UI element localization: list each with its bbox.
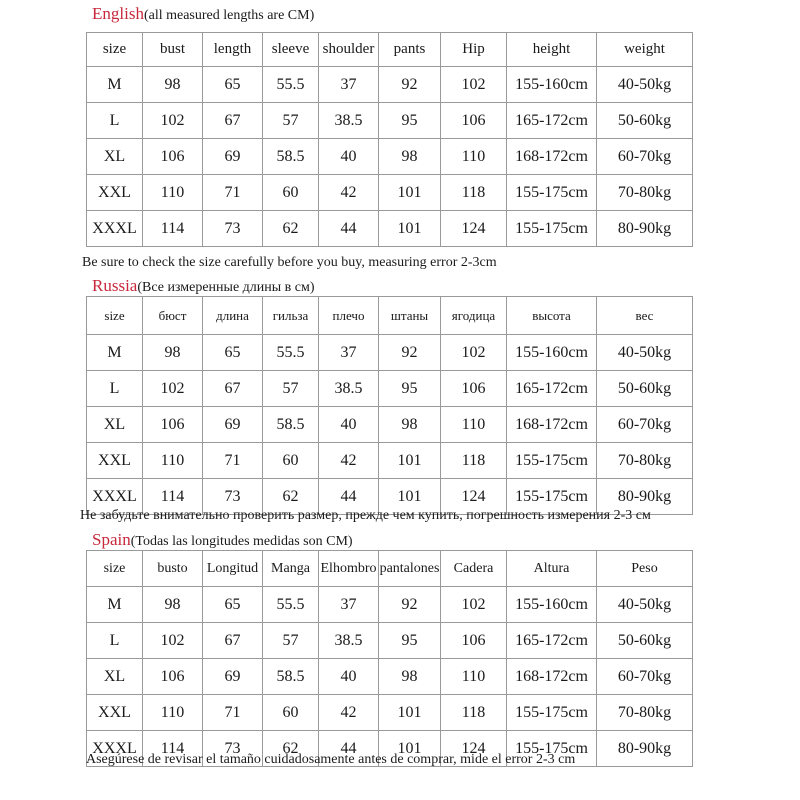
table-cell: 44	[319, 479, 379, 515]
table-cell: 95	[379, 623, 441, 659]
table-cell: 70-80kg	[597, 695, 693, 731]
column-header: weight	[597, 33, 693, 67]
table-cell: 168-172cm	[507, 139, 597, 175]
column-header: pantalones	[379, 551, 441, 587]
column-header: Peso	[597, 551, 693, 587]
table-cell: 101	[379, 443, 441, 479]
table-cell: 114	[143, 731, 203, 767]
english-title-note: (all measured lengths are CM)	[143, 8, 315, 23]
table-cell: 155-175cm	[507, 695, 597, 731]
table-cell: 124	[441, 211, 507, 247]
table-cell: 106	[143, 139, 203, 175]
column-header: size	[87, 33, 143, 67]
table-cell: 69	[203, 407, 263, 443]
table-cell: 102	[143, 623, 203, 659]
size-label-cell: M	[87, 67, 143, 103]
table-cell: 102	[143, 371, 203, 407]
table-cell: 55.5	[263, 335, 319, 371]
table-header-row	[87, 297, 693, 335]
english-size-table	[86, 32, 693, 247]
table-cell: 101	[379, 479, 441, 515]
table-cell: 110	[143, 175, 203, 211]
table-cell: 155-175cm	[507, 731, 597, 767]
table-cell: 37	[319, 67, 379, 103]
size-label-cell: L	[87, 103, 143, 139]
table-cell: 165-172cm	[507, 103, 597, 139]
column-header: Longitud	[203, 551, 263, 587]
table-cell: 60	[263, 443, 319, 479]
size-label-cell: XXL	[87, 443, 143, 479]
english-section-title	[92, 4, 314, 24]
table-row	[87, 103, 693, 139]
table-cell: 40	[319, 407, 379, 443]
table-row	[87, 175, 693, 211]
table-cell: 60-70kg	[597, 407, 693, 443]
table-cell: 106	[143, 659, 203, 695]
size-label-cell: XL	[87, 139, 143, 175]
table-cell: 95	[379, 371, 441, 407]
table-cell: 101	[379, 175, 441, 211]
table-cell: 73	[203, 211, 263, 247]
table-cell: 155-175cm	[507, 175, 597, 211]
table-cell: 110	[441, 139, 507, 175]
table-row	[87, 695, 693, 731]
table-row	[87, 623, 693, 659]
table-cell: 155-175cm	[507, 443, 597, 479]
table-cell: 58.5	[263, 139, 319, 175]
column-header: Altura	[507, 551, 597, 587]
table-cell: 80-90kg	[597, 479, 693, 515]
table-cell: 55.5	[263, 67, 319, 103]
table-cell: 124	[441, 731, 507, 767]
table-row	[87, 335, 693, 371]
table-cell: 73	[203, 731, 263, 767]
size-label-cell: M	[87, 587, 143, 623]
spain-size-table	[86, 550, 693, 767]
table-cell: 98	[143, 587, 203, 623]
russia-title-lang: Russia	[92, 276, 138, 295]
table-cell: 98	[143, 67, 203, 103]
table-row	[87, 407, 693, 443]
column-header: вес	[597, 297, 693, 335]
table-cell: 65	[203, 587, 263, 623]
table-cell: 57	[263, 623, 319, 659]
table-cell: 38.5	[319, 623, 379, 659]
column-header: busto	[143, 551, 203, 587]
table-cell: 38.5	[319, 371, 379, 407]
table-cell: 37	[319, 587, 379, 623]
table-cell: 71	[203, 443, 263, 479]
table-cell: 118	[441, 443, 507, 479]
table-cell: 40-50kg	[597, 67, 693, 103]
table-cell: 62	[263, 479, 319, 515]
column-header: бюст	[143, 297, 203, 335]
table-cell: 155-175cm	[507, 211, 597, 247]
table-cell: 92	[379, 335, 441, 371]
column-header: size	[87, 551, 143, 587]
size-label-cell: M	[87, 335, 143, 371]
column-header: height	[507, 33, 597, 67]
table-cell: 165-172cm	[507, 623, 597, 659]
table-cell: 106	[441, 623, 507, 659]
table-cell: 118	[441, 695, 507, 731]
column-header: pants	[379, 33, 441, 67]
table-cell: 67	[203, 371, 263, 407]
table-cell: 80-90kg	[597, 211, 693, 247]
size-label-cell: XXXL	[87, 731, 143, 767]
russia-footer-note: Не забудьте внимательно проверить размер, прежде чем купить, погрешность измерения 2-3 см	[80, 508, 651, 523]
table-cell: 98	[143, 335, 203, 371]
table-cell: 101	[379, 731, 441, 767]
table-cell: 106	[441, 103, 507, 139]
table-cell: 155-160cm	[507, 335, 597, 371]
table-row	[87, 139, 693, 175]
table-cell: 60	[263, 695, 319, 731]
table-cell: 65	[203, 67, 263, 103]
table-cell: 62	[263, 211, 319, 247]
table-cell: 40-50kg	[597, 587, 693, 623]
table-cell: 37	[319, 335, 379, 371]
table-cell: 58.5	[263, 407, 319, 443]
table-cell: 57	[263, 103, 319, 139]
table-cell: 168-172cm	[507, 407, 597, 443]
table-row	[87, 659, 693, 695]
table-cell: 50-60kg	[597, 623, 693, 659]
table-cell: 58.5	[263, 659, 319, 695]
table-cell: 114	[143, 211, 203, 247]
table-cell: 98	[379, 407, 441, 443]
column-header: size	[87, 297, 143, 335]
spain-section-title	[92, 530, 353, 550]
spain-title-lang: Spain	[92, 530, 131, 549]
table-row	[87, 587, 693, 623]
column-header: sleeve	[263, 33, 319, 67]
table-cell: 101	[379, 211, 441, 247]
size-label-cell: L	[87, 623, 143, 659]
column-header: плечо	[319, 297, 379, 335]
table-cell: 55.5	[263, 587, 319, 623]
size-label-cell: XL	[87, 407, 143, 443]
table-row	[87, 443, 693, 479]
table-cell: 44	[319, 731, 379, 767]
table-cell: 106	[143, 407, 203, 443]
table-cell: 102	[441, 335, 507, 371]
column-header: гильза	[263, 297, 319, 335]
table-cell: 40-50kg	[597, 335, 693, 371]
english-title-lang: English	[92, 4, 144, 23]
table-cell: 60	[263, 175, 319, 211]
column-header: Elhombro	[319, 551, 379, 587]
table-cell: 50-60kg	[597, 103, 693, 139]
table-cell: 40	[319, 139, 379, 175]
table-cell: 60-70kg	[597, 139, 693, 175]
table-cell: 118	[441, 175, 507, 211]
table-cell: 69	[203, 139, 263, 175]
table-cell: 42	[319, 175, 379, 211]
table-cell: 70-80kg	[597, 443, 693, 479]
table-cell: 98	[379, 659, 441, 695]
table-cell: 65	[203, 335, 263, 371]
spain-title-note: (Todas las longitudes medidas son CM)	[130, 534, 353, 549]
column-header: штаны	[379, 297, 441, 335]
table-cell: 67	[203, 623, 263, 659]
column-header: высота	[507, 297, 597, 335]
table-cell: 92	[379, 67, 441, 103]
table-cell: 71	[203, 175, 263, 211]
table-cell: 110	[441, 659, 507, 695]
column-header: ягодица	[441, 297, 507, 335]
table-cell: 57	[263, 371, 319, 407]
size-label-cell: L	[87, 371, 143, 407]
table-row	[87, 371, 693, 407]
russia-title-note: (Все измеренные длины в см)	[137, 280, 315, 295]
table-cell: 101	[379, 695, 441, 731]
table-cell: 155-160cm	[507, 587, 597, 623]
table-cell: 38.5	[319, 103, 379, 139]
table-cell: 69	[203, 659, 263, 695]
size-label-cell: XL	[87, 659, 143, 695]
size-label-cell: XXL	[87, 175, 143, 211]
table-cell: 71	[203, 695, 263, 731]
column-header: длина	[203, 297, 263, 335]
table-cell: 102	[441, 587, 507, 623]
column-header: bust	[143, 33, 203, 67]
size-label-cell: XXXL	[87, 479, 143, 515]
table-cell: 44	[319, 211, 379, 247]
column-header: Manga	[263, 551, 319, 587]
table-cell: 42	[319, 443, 379, 479]
table-header-row	[87, 33, 693, 67]
table-cell: 40	[319, 659, 379, 695]
table-cell: 106	[441, 371, 507, 407]
table-cell: 110	[143, 443, 203, 479]
column-header: Hip	[441, 33, 507, 67]
table-cell: 62	[263, 731, 319, 767]
table-cell: 168-172cm	[507, 659, 597, 695]
table-cell: 110	[143, 695, 203, 731]
size-label-cell: XXL	[87, 695, 143, 731]
table-cell: 102	[143, 103, 203, 139]
spain-footer-note: Asegúrese de revisar el tamaño cuidadosamente antes de comprar, mide el error 2-3 cm	[86, 752, 576, 767]
column-header: Cadera	[441, 551, 507, 587]
russia-size-table	[86, 296, 693, 515]
table-cell: 124	[441, 479, 507, 515]
table-cell: 73	[203, 479, 263, 515]
table-cell: 80-90kg	[597, 731, 693, 767]
table-cell: 155-160cm	[507, 67, 597, 103]
table-cell: 165-172cm	[507, 371, 597, 407]
table-cell: 114	[143, 479, 203, 515]
size-label-cell: XXXL	[87, 211, 143, 247]
table-cell: 110	[441, 407, 507, 443]
table-cell: 50-60kg	[597, 371, 693, 407]
column-header: shoulder	[319, 33, 379, 67]
table-row	[87, 67, 693, 103]
table-cell: 102	[441, 67, 507, 103]
table-cell: 67	[203, 103, 263, 139]
column-header: length	[203, 33, 263, 67]
table-row	[87, 211, 693, 247]
table-cell: 155-175cm	[507, 479, 597, 515]
russia-section-title	[92, 276, 315, 296]
table-cell: 98	[379, 139, 441, 175]
table-cell: 70-80kg	[597, 175, 693, 211]
table-cell: 60-70kg	[597, 659, 693, 695]
table-cell: 42	[319, 695, 379, 731]
table-header-row	[87, 551, 693, 587]
table-cell: 92	[379, 587, 441, 623]
table-cell: 95	[379, 103, 441, 139]
english-footer-note: Be sure to check the size carefully before you buy, measuring error 2-3cm	[82, 255, 497, 270]
